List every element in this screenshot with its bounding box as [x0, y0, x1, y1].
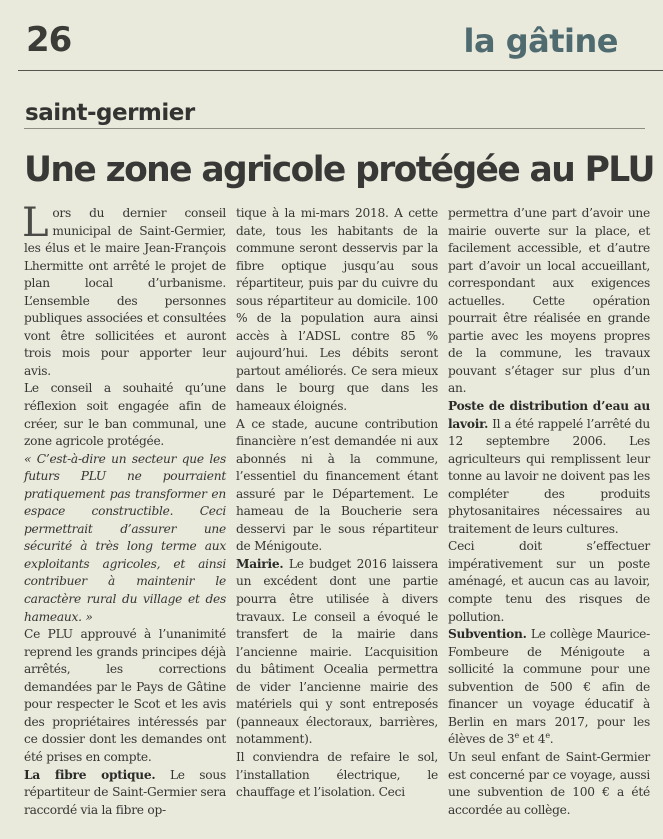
headline: Une zone agricole protégée au PLU — [24, 150, 654, 190]
paragraph-text: ors du dernier conseil municipal de Saint-Germier, les élus et le maire Jean-François Lhermitte ont arrêté le projet de plan local d’urbanisme. L’ensemble des personnes publiques associées et consultées vont être sollicitées et auront trois mois pour apporter leur avis. — [24, 206, 226, 378]
page-number: 26 — [26, 20, 72, 60]
paragraph — [448, 626, 650, 749]
locality-label: saint-germier — [25, 100, 195, 126]
dropcap: L — [22, 200, 49, 246]
article-body — [22, 200, 651, 819]
subhead-subvention: Subvention. — [448, 627, 527, 642]
superscript: e — [545, 731, 550, 741]
section-name: la gâtine — [463, 22, 618, 60]
column-3 — [448, 205, 650, 819]
paragraph-text: Le sous répartiteur de Saint-Germier sera raccordé via la fibre op- — [24, 767, 226, 817]
column-1 — [22, 200, 226, 819]
paragraph: A ce stade, aucune contribution financière n’est demandée ni aux abonnés ni à la commune, l’essentiel du financement étant assuré par le Département. Le hameau de la Boucherie sera desservi par le sous répartiteur de Ménigoute. — [236, 416, 438, 554]
paragraph-text: . — [549, 732, 554, 747]
quote-paragraph: « C’est-à-dire un secteur que les futurs PLU ne pourraient pratiquement pas transformer en espace constructible. Ceci permettrait d’assurer une sécurité à très long terme aux exploitants agricoles, et ainsi contribuer à maintenir le caractère rural du village et des hameaux. » — [24, 451, 226, 624]
paragraph — [236, 556, 438, 749]
paragraph-text: et 4 — [518, 732, 546, 747]
subhead-lavoir: Poste de distribution d’eau au lavoir. — [448, 399, 650, 431]
paragraph: Il conviendra de refaire le sol, l’installation électrique, le chauffage et l’isolation. Ceci — [236, 749, 438, 800]
paragraph: Un seul enfant de Saint-Germier est concerné par ce voyage, aussi une subvention de 100 € a été accordée au collège. — [448, 749, 650, 817]
paragraph: tique à la mi-mars 2018. A cette date, tous les habitants de la commune seront desservis par la fibre optique jusqu’au sous répartiteur, puis par du cuivre du sous répartiteur au domicile. 100 % de la population aura ainsi accès à l’ADSL contre 85 % aujourd’hui. Les débits seront partout améliorés. Ce sera mieux dans le bourg que dans les hameaux éloignés. — [236, 206, 438, 414]
top-divider — [18, 70, 663, 71]
paragraph — [22, 200, 226, 380]
subhead-mairie: Mairie. — [236, 556, 284, 571]
paragraph — [24, 767, 226, 820]
paragraph: permettra d’une part d’avoir une mairie ouverte sur la place, et facilement accessible, et d’autre part d’avoir un local accueillant, correspondant aux exigences actuelles. Cette opération pourrait être réalisée en grande partie avec les moyens propres de la commune, les travaux pouvant s’étager sur plus d’un an. — [448, 206, 650, 396]
paragraph: Ceci doit s’effectuer impérativement sur un poste aménagé, et aucun cas au lavoir, compte tenu des risques de pollution. — [448, 539, 650, 624]
superscript: e — [514, 731, 519, 741]
paragraph: Ce PLU approuvé à l’unanimité reprend les grands principes déjà arrêtés, les corrections demandées par le Pays de Gâtine pour respecter le Scot et les avis des propriétaires intéressés par ce dossier dont les demandes ont été prises en compte. — [24, 627, 226, 764]
paragraph — [448, 398, 650, 538]
paragraph-text: Le collège Maurice-Fombeure de Ménigoute a sollicité la commune pour une subvention de 500 € afin de financer un voyage éducatif à Berlin en mars 2017, pour les élèves de 3 — [448, 627, 650, 747]
paragraph-text: Le budget 2016 laissera un excédent dont une partie pourra être utilisée à divers travaux. Le conseil a évoqué le transfert de la mairie dans l’ancienne mairie. L’acquisition du bâtiment Ocealia permettra de vider l’ancienne mairie des matériels qui y sont entreposés (panneaux électoraux, barrières, notamment). — [236, 556, 438, 747]
paragraph-text: Il a été rappelé l’arrêté du 12 septembre 2006. Les agriculteurs qui remplissent leur tonne au lavoir ne doivent pas les compléter des produits phytosanitaires nécessaires au traitement de leurs cultures. — [448, 416, 650, 536]
paragraph: Le conseil a souhaité qu’une réflexion soit engagée afin de créer, sur le ban communal, une zone agricole protégée. — [24, 381, 226, 449]
subhead-fibre: La fibre optique. — [24, 767, 156, 782]
locality-divider — [24, 128, 645, 129]
column-2 — [236, 205, 438, 819]
